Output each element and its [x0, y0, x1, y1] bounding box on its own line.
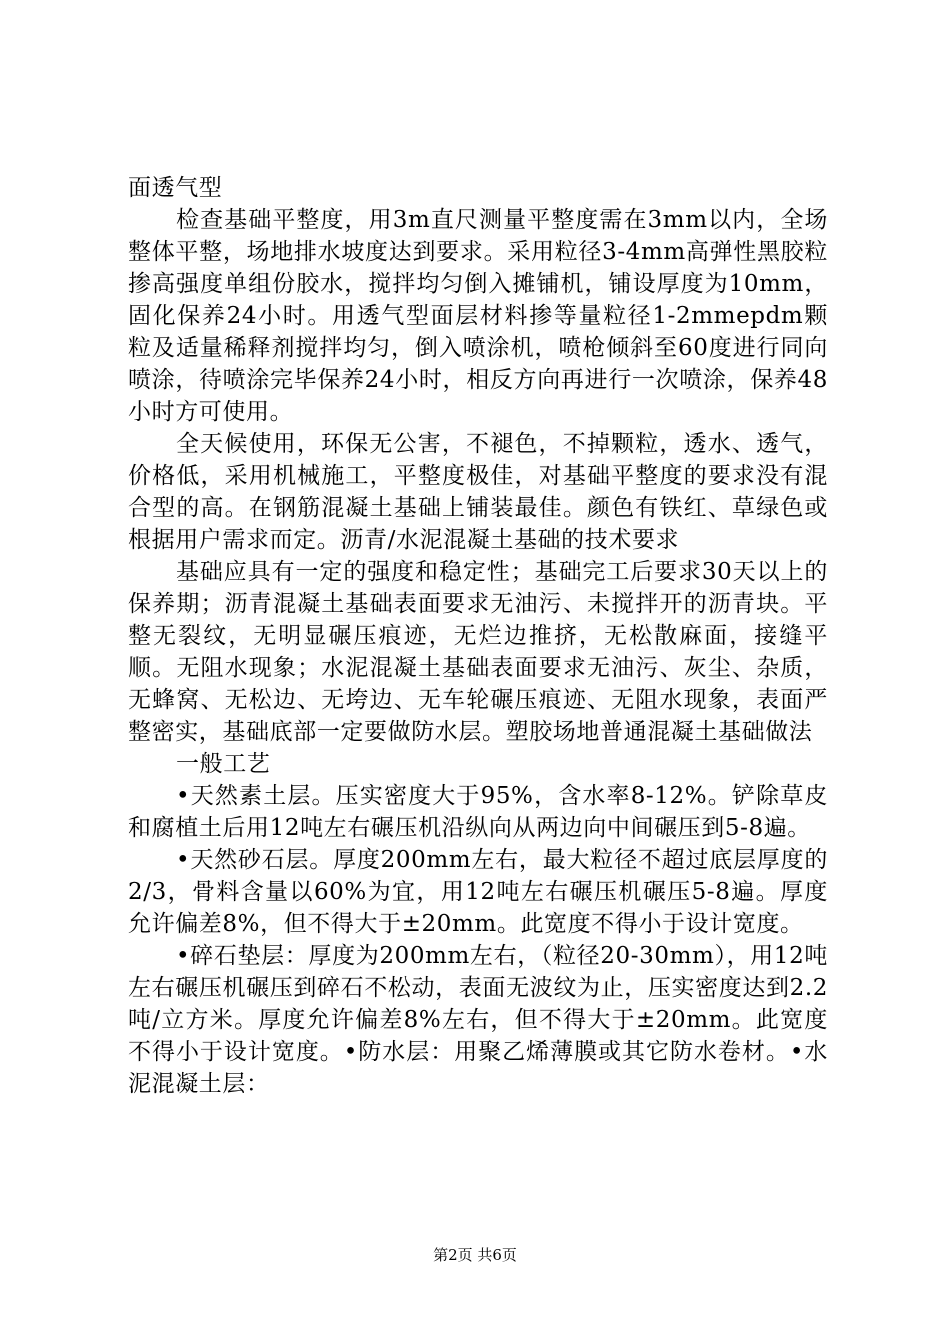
document-body — [128, 172, 828, 1100]
paragraph-inspection-procedure: 检查基础平整度，用3m直尺测量平整度需在3mm以内，全场整体平整，场地排水坡度达到要求。采用粒径3-4mm高弹性黑胶粒掺高强度单组份胶水，搅拌均匀倒入摊铺机，铺设厚度为10mm，固化保养24小时。用透气型面层材料掺等量粒径1-2mmepdm颗粒及适量稀释剂搅拌均匀，倒入喷涂机，喷枪倾斜至60度进行同向喷涂，待喷涂完毕保养24小时，相反方向再进行一次喷涂，保养48小时方可使用。 — [128, 207, 828, 425]
paragraph-base-requirements: 基础应具有一定的强度和稳定性；基础完工后要求30天以上的保养期；沥青混凝土基础表面要求无油污、未搅拌开的沥青块。平整无裂纹，无明显碾压痕迹，无烂边推挤，无松散麻面，接缝平顺。无阻水现象；水泥混凝土基础表面要求无油污、灰尘、杂质，无蜂窝、无松边、无垮边、无车轮碾压痕迹、无阻水现象，表面严整密实，基础底部一定要做防水层。塑胶场地普通混凝土基础做法 — [128, 559, 828, 745]
page-footer: 第2页 共6页 — [433, 1246, 517, 1264]
paragraph-features: 全天候使用，环保无公害，不褪色，不掉颗粒，透水、透气，价格低，采用机械施工，平整度极佳，对基础平整度的要求没有混合型的高。在钢筋混凝土基础上铺装最佳。颜色有铁红、草绿色或根据用户需求而定。沥青/水泥混凝土基础的技术要求 — [128, 431, 828, 553]
paragraph-heading-fragment: 面透气型 — [128, 175, 223, 201]
paragraph-sand-gravel-layer: •天然砂石层。厚度200mm左右，最大粒径不超过底层厚度的2/3，骨料含量以60%为宜，用12吨左右碾压机碾压5-8遍。厚度允许偏差8%，但不得大于±20mm。此宽度不得小于设计宽度。 — [128, 847, 828, 937]
paragraph-crushed-stone-layer: •碎石垫层：厚度为200mm左右，（粒径20-30mm），用12吨左右碾压机碾压到碎石不松动，表面无波纹为止，压实密度达到2.2吨/立方米。厚度允许偏差8%左右，但不得大于±20mm。此宽度不得小于设计宽度。•防水层：用聚乙烯薄膜或其它防水卷材。•水泥混凝土层： — [128, 943, 828, 1097]
paragraph-soil-layer: •天然素土层。压实密度大于95%，含水率8-12%。铲除草皮和腐植土后用12吨左右碾压机沿纵向从两边向中间碾压到5-8遍。 — [128, 783, 828, 841]
paragraph-general-process: 一般工艺 — [176, 751, 271, 777]
